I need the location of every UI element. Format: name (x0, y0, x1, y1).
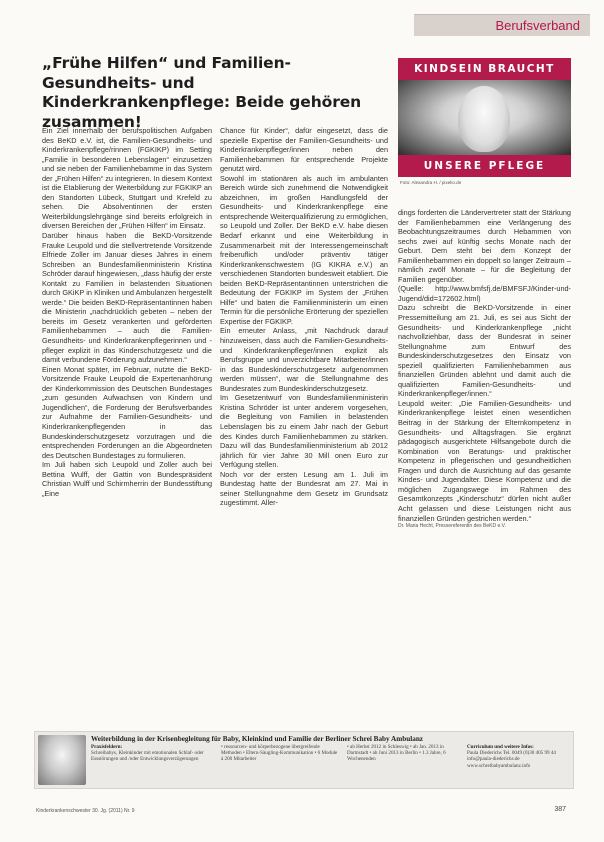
footer-ad-col-3: • ab Herbst 2012 in Schleswig • ab Jan. 2013 in Darmstadt • ab Juni 2013 in Berlin • 1.3 Jahre, 6 Wochenenden (347, 744, 446, 763)
text-column-3 (398, 208, 571, 529)
paragraph: Chance für Kinder“, dafür eingesetzt, dass die spezielle Expertise der Familien-Gesundheits- und Kinderkrankenpfleger/innen neben den Familienhebammen für entsprechende Projekte genutzt wird. (220, 126, 388, 174)
section-label: Berufsverband (495, 18, 580, 33)
ad-bottom-banner: UNSERE PFLEGE (398, 155, 571, 177)
page-number: 387 (554, 806, 566, 813)
section-tab (414, 14, 590, 36)
source-link[interactable]: (Quelle: http://www.bmfsfj.de/BMFSFJ/Kinder-und-Jugend/did=172602.html) (398, 284, 571, 303)
paragraph: Im Juli haben sich Leupold und Zoller auch bei Bettina Wulff, der Gattin von Bundespräsident Christian Wulff und Schirmherrin der Bundesstiftung „Eine (42, 460, 212, 498)
author-byline: Dr. Maria Hecht, Pressereferentin des BeKD e.V. (398, 523, 506, 530)
photo-credit: Foto: Alexandra H. / pixelio.de (400, 180, 462, 185)
footer-ad-title: Weiterbildung in der Krisenbegleitung für Baby, Kleinkind und Familie der Berliner Schrei Baby Ambulanz (91, 735, 424, 743)
paragraph: Ein Ziel innerhalb der berufspolitischen Aufgaben des BeKD e.V. ist, die Familien-Gesundheits- und Kinderkrankenpflege/rinnen (FGKIKP) im Setting „Familie in besonderen Lebenslagen“ einzusetzen und sie neben der Familienhebamme in das System der „Frühen Hilfen“ zu integrieren. In diesem Kontext ist die Etablierung der Weiterbildung zur FGKIKP an den Standorten Lübeck, Stuttgart und Krefeld zu sehen. Die Absolventinnen der ersten Weiterbildungslehrgänge sind bereits erfolgreich in diversen Bereichen der „Frühen Hilfen“ im Einsatz. (42, 126, 212, 231)
footer-ad-col-4-heading: Curriculum und weitere Infos: (467, 744, 534, 750)
text-column-2 (220, 126, 388, 508)
article-headline: „Frühe Hilfen“ und Familien-Gesundheits- und Kinderkrankenpflege: Beide gehören zusammen! (42, 54, 362, 131)
footer-advertisement (34, 731, 574, 789)
paragraph: Darüber hinaus haben die BeKD-Vorsitzende Frauke Leupold und die stellvertretende Vorsitzende Elfriede Zoller im Januar dieses Jahres in einem Schreiben an Bundesfamilienministerin Kristina Schröder darauf hingewiesen, „dass häufig der erste Kontakt zu Familien in belastenden Situationen durch GKiKP in Kliniken und Ambulanzen hergestellt werde.“ Die beiden BeKD-Repräsentantinnen haben die Ministerin „nachdrücklich gebeten – neben der bereits im Gesetz verankerten und geförderten Familienhebammen – auch die Familien-Gesundheits- und Kinderkrankenpflegerinnen und -pfleger explizit in das Kinderschutzgesetz und die damit verbundene Förderung aufzunehmen.“ (42, 231, 212, 365)
child-face-image (458, 86, 510, 152)
footer-ad-col-1-text: Schreibabys, Kleinkinder mit emotionalen Schlaf- oder Essstörungen und /oder Entwicklungsverzögerungen (91, 750, 204, 763)
footer-ad-col-1-heading: Praxisfeldern: (91, 744, 123, 750)
paragraph: Dazu schreibt die BeKD-Vorsitzende in einer Pressemitteilung am 21. Juli, es sei aus Sicht der Gesundheits- und Kinderkrankenpflege „nicht nachvollziehbar, dass der Bundesrat in seiner Stellungnahme zum Entwurf des Bundeskinderschutzgesetzes den Einsatz von speziell qualifizierten Familienhebammen aus finanziellen Gründen ablehnt und damit auch die qualifizierten Familien-Gesundheits- und Kinderkrankenpfleger/innen.“ (398, 303, 571, 399)
paragraph: Leupold weiter: „Die Familien-Gesundheits- und Kinderkrankenpflege leistet einen wesentlichen Beitrag in der Stärkung der Elternkompetenz in Gesundheits- und Alltagsfragen. Sie ergänzt pädagogisch ausgerichtete Hilfsangebote durch die Kombination von Beratungs- und praktischer Kompetenz in pflegerischen und gesundheitlichen Fragen und durch die Ausrichtung auf das gesamte Kindes- und Jugendalter. Diese Kompetenz und die möglichen Zugangswege im Rahmen des Gesamtkonzepts „Kinderschutz“ dürfen nicht außer Acht gelassen und diese Leistungen nicht aus finanziellen Gründen gestrichen werden.“ (398, 398, 571, 523)
footer-ad-col-1 (91, 744, 211, 763)
campaign-ad (398, 58, 571, 198)
child-photo (398, 80, 571, 155)
journal-citation: Kinderkrankenschwester 30. Jg. (2011) Nr. 9 (36, 808, 135, 814)
footer-ad-col-4 (467, 744, 571, 769)
paragraph: dings forderten die Ländervertreter statt der Stärkung der Familienhebammen eine Verlängerung des Beobachtungszeitraumes durch Hebammen von sechs zwei auf künftig sechs Monate nach der Geburt. Dem steht bei dem Konzept der Familienhebammen ein doppelt so langer Zeitraum – nämlich zwölf Monate – für die Begleitung der Familien gegenüber. (398, 208, 571, 284)
baby-photo (38, 735, 86, 785)
ad-top-banner: KINDSEIN BRAUCHT (398, 58, 571, 80)
footer-ad-contact[interactable]: Paula Diederichs Tel. 0049 (0)30 405 99 44 info@paula-diederichs.de www.schreibabyambulanz.info (467, 750, 556, 769)
paragraph: Noch vor der ersten Lesung am 1. Juli im Bundestag hatte der Bundesrat am 27. Mai in seiner Stellungnahme dem Gesetz im Grundsatz zugestimmt. Aller- (220, 469, 388, 508)
paragraph: Sowohl im stationären als auch im ambulanten Bereich würde sich zunehmend die Notwendigkeit abzeichnen, im großen Handlungsfeld der Gesundheits- und Kinderkrankenpflege eine entsprechende Weiterqualifizierung zu ermöglichen, so Leupold und Zoller. Der BeKD e.V. habe diesen Bedarf erkannt und eine Weiterbildung in Zusammenarbeit mit der Interessengemeinschaft freiberuflich und/oder präventiv tätiger Kinderkrankenschwestern (IG KIKRA e.V.) an verschiedenen Standorten bundesweit etabliert. Die beiden BeKD-Repräsentantinnen unterstrichen die Bedeutung der FGKIKP im System der „Frühen Hilfe“ und baten die Familienministerin um einen Termin für die persönliche Erörterung der speziellen Expertise der FGKIKP. (220, 173, 388, 326)
text-column-1 (42, 126, 212, 498)
footer-ad-col-2: • ressourcen- und körperbezogene übergreifende Methoden • Eltern-Säugling-Kommunikation • 6 Module á 200 Mitarbeiter (221, 744, 338, 763)
paragraph: Im Gesetzentwurf von Bundesfamilienministerin Kristina Schröder ist unter anderem vorgesehen, die Begleitung von Familien in belastenden Lebenslagen bis zu einem Jahr nach der Geburt des Kindes durch Familienhebammen zu stärken. Dazu will das Bundesfamilienministerium ab 2012 jährlich für vier Jahre 30 Mill onen Euro zur Verfügung stellen. (220, 393, 388, 470)
paragraph: Einen Monat später, im Februar, nutzte die BeKD-Vorsitzende Frauke Leupold die Expertenanhörung der Kinderkommission des Deutschen Bundestages „zum gesunden Aufwachsen von Kindern und Jugendlichen“, die Forderung der Berufsverbandes zur Aufnahme der Familien-Gesundheits- und Kinderkrankenpflegenden in das Bundeskinderschutzgesetz vorzutragen und die entsprechenden Forderungen an die Abgeordneten des Deutschen Bundestages zu formulieren. (42, 364, 212, 460)
paragraph: Ein erneuter Anlass, „mit Nachdruck darauf hinzuweisen, dass auch die Familien-Gesundheits- und Kinderkrankenpfleger/innen explizit als Berufsgruppe und unverzichtbare Mitarbeiter/innen in das Bundeskinderschutzgesetz aufgenommen werden müssen“, war die Stellungnahme des Bundesrates zum Bundeskinderschutzgesetz. (220, 326, 388, 393)
